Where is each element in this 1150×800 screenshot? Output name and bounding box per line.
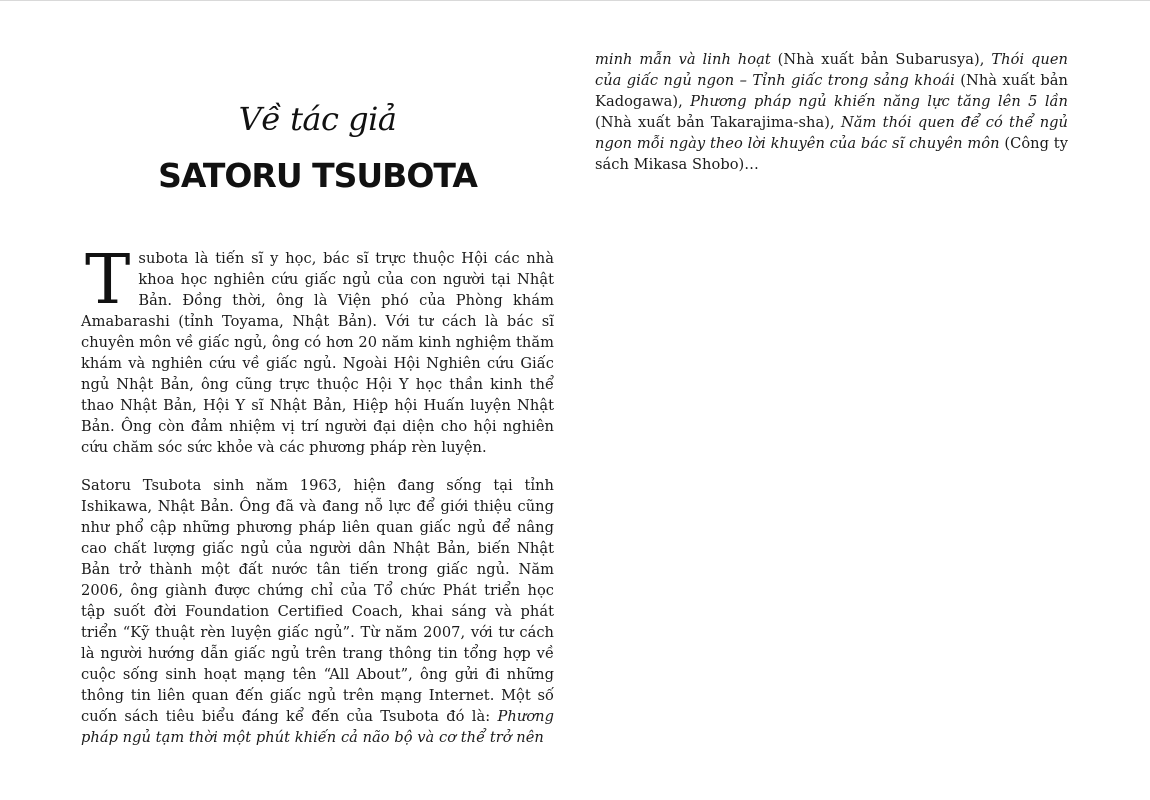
drop-cap: T [85,241,131,320]
book-title-4: Năm thói quen để có thể ngủ ngon mỗi ngày theo lời khuyên của bác sĩ chuyên môn [595,114,1068,152]
publisher-2: (Nhà xuất bản Kadogawa), [595,72,1068,110]
author-name-title: SATORU TSUBOTA [158,156,477,195]
continuation-paragraph [595,49,1068,175]
right-page [595,49,1068,175]
book-title-1-end: minh mẫn và linh hoạt [595,51,771,68]
publisher-4: (Công ty sách Mikasa Shobo)… [595,135,1068,173]
section-subtitle: Về tác giả [238,100,397,138]
book-title-1-start: Phương pháp ngủ tạm thời một phút khiến cả não bộ và cơ thể trở nên [81,708,554,746]
body-text [81,241,554,748]
book-title-3: Phương pháp ngủ khiến năng lực tăng lên 5 lần [690,93,1068,110]
publisher-3: (Nhà xuất bản Takarajima-sha), [595,114,841,131]
paragraph-2 [81,475,554,748]
left-page [81,0,554,800]
paragraph-2-text: Satoru Tsubota sinh năm 1963, hiện đang sống tại tỉnh Ishikawa, Nhật Bản. Ông đã và đang nỗ lực để giới thiệu cũng như phổ cập những phương pháp liên quan giấc ngủ để nâng cao chất lượng giấc ngủ của người dân Nhật Bản, biến Nhật Bản trở thành một đất nước tân tiến trong giấc ngủ. Năm 2006, ông giành được chứng chỉ của Tổ chức Phát triển học tập suốt đời Foundation Certified Coach, khai sáng và phát triển “Kỹ thuật rèn luyện giấc ngủ”. Từ năm 2007, với tư cách là người hướng dẫn giấc ngủ trên trang thông tin tổng hợp về cuộc sống sinh hoạt mạng tên “All About”, ông gửi đi những thông tin liên quan đến giấc ngủ trên mạng Internet. Một số cuốn sách tiêu biểu đáng kể đến của Tsubota đó là: [81,477,554,725]
book-title-2: Thói quen của giấc ngủ ngon – Tỉnh giấc trong sảng khoái [595,51,1069,89]
publisher-1: (Nhà xuất bản Subarusya), [770,51,992,68]
paragraph-1 [81,241,554,458]
paragraph-1-text: subota là tiến sĩ y học, bác sĩ trực thuộc Hội các nhà khoa học nghiên cứu giấc ngủ của con người tại Nhật Bản. Đồng thời, ông là Viện phó của Phòng khám Amabarashi (tỉnh Toyama, Nhật Bản). Với tư cách là bác sĩ chuyên môn về giấc ngủ, ông có hơn 20 năm kinh nghiệm thăm khám và nghiên cứu về giấc ngủ. Ngoài Hội Nghiên cứu Giấc ngủ Nhật Bản, ông cũng trực thuộc Hội Y học thần kinh thể thao Nhật Bản, Hội Y sĩ Nhật Bản, Hiệp hội Huấn luyện Nhật Bản. Ông còn đảm nhiệm vị trí người đại diện cho hội nghiên cứu chăm sóc sức khỏe và các phương pháp rèn luyện. [81,250,554,456]
